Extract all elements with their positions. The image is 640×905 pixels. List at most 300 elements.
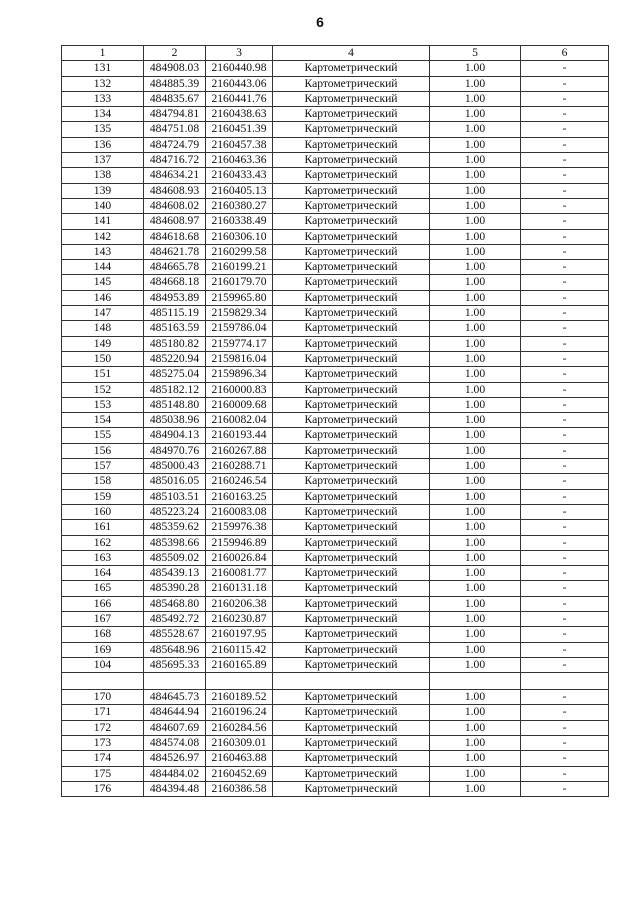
x-coordinate-cell: 484634.21 <box>144 168 206 183</box>
table-row <box>62 91 609 106</box>
table-row <box>62 137 609 152</box>
method-cell: Картометрический <box>273 642 430 657</box>
x-coordinate-cell: 485359.62 <box>144 520 206 535</box>
point-number-cell: 150 <box>62 351 144 366</box>
table-row <box>62 168 609 183</box>
note-cell: - <box>521 214 609 229</box>
note-cell: - <box>521 336 609 351</box>
method-cell: Картометрический <box>273 397 430 412</box>
point-number-cell: 141 <box>62 214 144 229</box>
accuracy-cell: 1.00 <box>430 550 521 565</box>
y-coordinate-cell: 2160440.98 <box>206 61 273 76</box>
x-coordinate-cell: 484716.72 <box>144 153 206 168</box>
coordinates-table <box>61 45 609 797</box>
x-coordinate-cell: 485468.80 <box>144 596 206 611</box>
accuracy-cell: 1.00 <box>430 766 521 781</box>
x-coordinate-cell: 485695.33 <box>144 657 206 672</box>
table-row <box>62 198 609 213</box>
accuracy-cell: 1.00 <box>430 705 521 720</box>
method-cell: Картометрический <box>273 61 430 76</box>
accuracy-cell: 1.00 <box>430 367 521 382</box>
accuracy-cell: 1.00 <box>430 459 521 474</box>
point-number-cell: 133 <box>62 91 144 106</box>
table-row <box>62 183 609 198</box>
point-number-cell: 173 <box>62 736 144 751</box>
accuracy-cell: 1.00 <box>430 474 521 489</box>
point-number-cell: 146 <box>62 290 144 305</box>
x-coordinate-cell: 485180.82 <box>144 336 206 351</box>
y-coordinate-cell: 2160451.39 <box>206 122 273 137</box>
x-coordinate-cell: 485223.24 <box>144 504 206 519</box>
accuracy-cell: 1.00 <box>430 76 521 91</box>
table-row <box>62 336 609 351</box>
note-cell <box>521 673 609 690</box>
table-row <box>62 351 609 366</box>
table-row <box>62 489 609 504</box>
table-row <box>62 690 609 705</box>
point-number-cell: 158 <box>62 474 144 489</box>
x-coordinate-cell: 484607.69 <box>144 720 206 735</box>
y-coordinate-cell: 2160441.76 <box>206 91 273 106</box>
table-row <box>62 153 609 168</box>
table-row <box>62 397 609 412</box>
column-header: 1 <box>62 46 144 61</box>
note-cell: - <box>521 736 609 751</box>
method-cell: Картометрический <box>273 229 430 244</box>
x-coordinate-cell: 484608.93 <box>144 183 206 198</box>
accuracy-cell: 1.00 <box>430 720 521 735</box>
method-cell: Картометрический <box>273 443 430 458</box>
point-number-cell: 172 <box>62 720 144 735</box>
x-coordinate-cell: 485038.96 <box>144 413 206 428</box>
x-coordinate-cell: 485509.02 <box>144 550 206 565</box>
point-number-cell: 140 <box>62 198 144 213</box>
table-row <box>62 107 609 122</box>
method-cell: Картометрический <box>273 705 430 720</box>
point-number-cell: 175 <box>62 766 144 781</box>
point-number-cell: 176 <box>62 781 144 796</box>
accuracy-cell: 1.00 <box>430 61 521 76</box>
table-row <box>62 275 609 290</box>
x-coordinate-cell: 484644.94 <box>144 705 206 720</box>
accuracy-cell: 1.00 <box>430 382 521 397</box>
method-cell: Картометрический <box>273 520 430 535</box>
x-coordinate-cell: 484484.02 <box>144 766 206 781</box>
y-coordinate-cell: 2160082.04 <box>206 413 273 428</box>
table-row <box>62 736 609 751</box>
method-cell: Картометрический <box>273 611 430 626</box>
table-row <box>62 122 609 137</box>
method-cell <box>273 673 430 690</box>
y-coordinate-cell: 2160457.38 <box>206 137 273 152</box>
accuracy-cell: 1.00 <box>430 336 521 351</box>
method-cell: Картометрический <box>273 336 430 351</box>
point-number-cell: 134 <box>62 107 144 122</box>
accuracy-cell: 1.00 <box>430 137 521 152</box>
table-row <box>62 229 609 244</box>
table-row <box>62 306 609 321</box>
note-cell: - <box>521 183 609 198</box>
point-number-cell: 155 <box>62 428 144 443</box>
note-cell: - <box>521 642 609 657</box>
accuracy-cell: 1.00 <box>430 581 521 596</box>
y-coordinate-cell: 2160165.89 <box>206 657 273 672</box>
point-number-cell: 139 <box>62 183 144 198</box>
point-number-cell: 152 <box>62 382 144 397</box>
note-cell: - <box>521 627 609 642</box>
table-row <box>62 413 609 428</box>
accuracy-cell: 1.00 <box>430 627 521 642</box>
x-coordinate-cell <box>144 673 206 690</box>
point-number-cell: 135 <box>62 122 144 137</box>
method-cell: Картометрический <box>273 474 430 489</box>
note-cell: - <box>521 137 609 152</box>
point-number-cell: 164 <box>62 566 144 581</box>
y-coordinate-cell: 2160433.43 <box>206 168 273 183</box>
method-cell: Картометрический <box>273 766 430 781</box>
note-cell: - <box>521 76 609 91</box>
method-cell: Картометрический <box>273 720 430 735</box>
column-header: 2 <box>144 46 206 61</box>
point-number-cell: 171 <box>62 705 144 720</box>
y-coordinate-cell: 2159774.17 <box>206 336 273 351</box>
accuracy-cell: 1.00 <box>430 91 521 106</box>
x-coordinate-cell: 484724.79 <box>144 137 206 152</box>
note-cell: - <box>521 581 609 596</box>
y-coordinate-cell: 2160438.63 <box>206 107 273 122</box>
table-row <box>62 581 609 596</box>
point-number-cell: 157 <box>62 459 144 474</box>
point-number-cell: 104 <box>62 657 144 672</box>
accuracy-cell: 1.00 <box>430 153 521 168</box>
method-cell: Картометрический <box>273 198 430 213</box>
note-cell: - <box>521 611 609 626</box>
method-cell: Картометрический <box>273 321 430 336</box>
accuracy-cell: 1.00 <box>430 535 521 550</box>
x-coordinate-cell: 484953.89 <box>144 290 206 305</box>
y-coordinate-cell: 2160009.68 <box>206 397 273 412</box>
point-number-cell: 166 <box>62 596 144 611</box>
note-cell: - <box>521 306 609 321</box>
accuracy-cell: 1.00 <box>430 321 521 336</box>
method-cell: Картометрический <box>273 581 430 596</box>
x-coordinate-cell: 485220.94 <box>144 351 206 366</box>
y-coordinate-cell: 2160179.70 <box>206 275 273 290</box>
point-number-cell: 147 <box>62 306 144 321</box>
note-cell: - <box>521 520 609 535</box>
y-coordinate-cell: 2160284.56 <box>206 720 273 735</box>
x-coordinate-cell: 485492.72 <box>144 611 206 626</box>
note-cell: - <box>521 413 609 428</box>
x-coordinate-cell: 484618.68 <box>144 229 206 244</box>
table-row <box>62 474 609 489</box>
y-coordinate-cell: 2160267.88 <box>206 443 273 458</box>
y-coordinate-cell: 2160380.27 <box>206 198 273 213</box>
method-cell: Картометрический <box>273 459 430 474</box>
column-header: 5 <box>430 46 521 61</box>
y-coordinate-cell: 2160230.87 <box>206 611 273 626</box>
x-coordinate-cell: 485115.19 <box>144 306 206 321</box>
y-coordinate-cell: 2160189.52 <box>206 690 273 705</box>
accuracy-cell: 1.00 <box>430 275 521 290</box>
accuracy-cell: 1.00 <box>430 183 521 198</box>
point-number-cell: 145 <box>62 275 144 290</box>
table-row <box>62 781 609 796</box>
x-coordinate-cell: 484665.78 <box>144 260 206 275</box>
y-coordinate-cell: 2160131.18 <box>206 581 273 596</box>
note-cell: - <box>521 153 609 168</box>
x-coordinate-cell: 485275.04 <box>144 367 206 382</box>
table-body <box>62 61 609 797</box>
table-row <box>62 76 609 91</box>
note-cell: - <box>521 705 609 720</box>
accuracy-cell: 1.00 <box>430 504 521 519</box>
method-cell: Картометрический <box>273 535 430 550</box>
note-cell: - <box>521 550 609 565</box>
method-cell: Картометрический <box>273 306 430 321</box>
x-coordinate-cell: 484904.13 <box>144 428 206 443</box>
y-coordinate-cell: 2160443.06 <box>206 76 273 91</box>
method-cell: Картометрический <box>273 168 430 183</box>
y-coordinate-cell: 2160115.42 <box>206 642 273 657</box>
method-cell: Картометрический <box>273 91 430 106</box>
point-number-cell: 163 <box>62 550 144 565</box>
column-header: 6 <box>521 46 609 61</box>
y-coordinate-cell: 2160193.44 <box>206 428 273 443</box>
table-row <box>62 596 609 611</box>
x-coordinate-cell: 484794.81 <box>144 107 206 122</box>
method-cell: Картометрический <box>273 690 430 705</box>
y-coordinate-cell: 2159965.80 <box>206 290 273 305</box>
y-coordinate-cell: 2160246.54 <box>206 474 273 489</box>
table-row <box>62 611 609 626</box>
note-cell: - <box>521 321 609 336</box>
accuracy-cell: 1.00 <box>430 244 521 259</box>
method-cell: Картометрический <box>273 367 430 382</box>
note-cell: - <box>521 766 609 781</box>
x-coordinate-cell: 485148.80 <box>144 397 206 412</box>
x-coordinate-cell: 485163.59 <box>144 321 206 336</box>
note-cell: - <box>521 107 609 122</box>
point-number-cell: 136 <box>62 137 144 152</box>
y-coordinate-cell: 2160338.49 <box>206 214 273 229</box>
accuracy-cell: 1.00 <box>430 751 521 766</box>
note-cell: - <box>521 290 609 305</box>
method-cell: Картометрический <box>273 566 430 581</box>
y-coordinate-cell: 2160081.77 <box>206 566 273 581</box>
y-coordinate-cell: 2160299.58 <box>206 244 273 259</box>
note-cell: - <box>521 91 609 106</box>
table-row <box>62 504 609 519</box>
note-cell: - <box>521 229 609 244</box>
x-coordinate-cell: 484608.02 <box>144 198 206 213</box>
page-number: 6 <box>316 14 324 30</box>
point-number-cell: 131 <box>62 61 144 76</box>
y-coordinate-cell: 2160306.10 <box>206 229 273 244</box>
accuracy-cell <box>430 673 521 690</box>
point-number-cell: 148 <box>62 321 144 336</box>
table-row <box>62 751 609 766</box>
accuracy-cell: 1.00 <box>430 736 521 751</box>
accuracy-cell: 1.00 <box>430 397 521 412</box>
method-cell: Картометрический <box>273 107 430 122</box>
note-cell: - <box>521 382 609 397</box>
accuracy-cell: 1.00 <box>430 611 521 626</box>
accuracy-cell: 1.00 <box>430 566 521 581</box>
table-row <box>62 443 609 458</box>
method-cell: Картометрический <box>273 596 430 611</box>
y-coordinate-cell: 2160196.24 <box>206 705 273 720</box>
table-row <box>62 428 609 443</box>
table-row <box>62 244 609 259</box>
note-cell: - <box>521 443 609 458</box>
accuracy-cell: 1.00 <box>430 351 521 366</box>
y-coordinate-cell: 2160083.08 <box>206 504 273 519</box>
method-cell: Картометрический <box>273 351 430 366</box>
y-coordinate-cell: 2159829.34 <box>206 306 273 321</box>
note-cell: - <box>521 244 609 259</box>
x-coordinate-cell: 484835.67 <box>144 91 206 106</box>
point-number-cell: 161 <box>62 520 144 535</box>
note-cell: - <box>521 351 609 366</box>
method-cell: Картометрический <box>273 275 430 290</box>
x-coordinate-cell: 484908.03 <box>144 61 206 76</box>
note-cell: - <box>521 459 609 474</box>
accuracy-cell: 1.00 <box>430 781 521 796</box>
y-coordinate-cell: 2159896.34 <box>206 367 273 382</box>
y-coordinate-cell: 2160405.13 <box>206 183 273 198</box>
y-coordinate-cell: 2160463.36 <box>206 153 273 168</box>
x-coordinate-cell: 485103.51 <box>144 489 206 504</box>
y-coordinate-cell: 2160197.95 <box>206 627 273 642</box>
method-cell: Картометрический <box>273 751 430 766</box>
point-number-cell <box>62 673 144 690</box>
table-row <box>62 290 609 305</box>
accuracy-cell: 1.00 <box>430 198 521 213</box>
method-cell: Картометрический <box>273 153 430 168</box>
y-coordinate-cell: 2160026.84 <box>206 550 273 565</box>
x-coordinate-cell: 485390.28 <box>144 581 206 596</box>
accuracy-cell: 1.00 <box>430 122 521 137</box>
x-coordinate-cell: 485398.66 <box>144 535 206 550</box>
y-coordinate-cell: 2160288.71 <box>206 459 273 474</box>
note-cell: - <box>521 657 609 672</box>
method-cell: Картометрический <box>273 657 430 672</box>
point-number-cell: 154 <box>62 413 144 428</box>
note-cell: - <box>521 596 609 611</box>
x-coordinate-cell: 485439.13 <box>144 566 206 581</box>
x-coordinate-cell: 485016.05 <box>144 474 206 489</box>
column-header: 4 <box>273 46 430 61</box>
point-number-cell: 151 <box>62 367 144 382</box>
y-coordinate-cell: 2159816.04 <box>206 351 273 366</box>
x-coordinate-cell: 484970.76 <box>144 443 206 458</box>
accuracy-cell: 1.00 <box>430 596 521 611</box>
x-coordinate-cell: 484645.73 <box>144 690 206 705</box>
x-coordinate-cell: 484885.39 <box>144 76 206 91</box>
point-number-cell: 165 <box>62 581 144 596</box>
method-cell: Картометрический <box>273 290 430 305</box>
table-row <box>62 61 609 76</box>
x-coordinate-cell: 484621.78 <box>144 244 206 259</box>
x-coordinate-cell: 485000.43 <box>144 459 206 474</box>
note-cell: - <box>521 489 609 504</box>
point-number-cell: 156 <box>62 443 144 458</box>
method-cell: Картометрический <box>273 382 430 397</box>
accuracy-cell: 1.00 <box>430 168 521 183</box>
table-row <box>62 214 609 229</box>
point-number-cell: 149 <box>62 336 144 351</box>
note-cell: - <box>521 61 609 76</box>
table-row <box>62 367 609 382</box>
table-header-row <box>62 46 609 61</box>
point-number-cell: 144 <box>62 260 144 275</box>
method-cell: Картометрический <box>273 627 430 642</box>
accuracy-cell: 1.00 <box>430 290 521 305</box>
y-coordinate-cell: 2160163.25 <box>206 489 273 504</box>
note-cell: - <box>521 428 609 443</box>
point-number-cell: 138 <box>62 168 144 183</box>
table-row <box>62 705 609 720</box>
y-coordinate-cell <box>206 673 273 690</box>
accuracy-cell: 1.00 <box>430 520 521 535</box>
method-cell: Картометрический <box>273 504 430 519</box>
accuracy-cell: 1.00 <box>430 214 521 229</box>
y-coordinate-cell: 2160000.83 <box>206 382 273 397</box>
y-coordinate-cell: 2159946.89 <box>206 535 273 550</box>
method-cell: Картометрический <box>273 122 430 137</box>
x-coordinate-cell: 484526.97 <box>144 751 206 766</box>
point-number-cell: 170 <box>62 690 144 705</box>
accuracy-cell: 1.00 <box>430 413 521 428</box>
x-coordinate-cell: 485182.12 <box>144 382 206 397</box>
y-coordinate-cell: 2160206.38 <box>206 596 273 611</box>
accuracy-cell: 1.00 <box>430 642 521 657</box>
table-row <box>62 550 609 565</box>
note-cell: - <box>521 198 609 213</box>
method-cell: Картометрический <box>273 736 430 751</box>
table-row <box>62 459 609 474</box>
note-cell: - <box>521 275 609 290</box>
table-row <box>62 260 609 275</box>
table-row <box>62 673 609 690</box>
x-coordinate-cell: 484668.18 <box>144 275 206 290</box>
method-cell: Картометрический <box>273 244 430 259</box>
accuracy-cell: 1.00 <box>430 690 521 705</box>
table-row <box>62 321 609 336</box>
note-cell: - <box>521 474 609 489</box>
method-cell: Картометрический <box>273 76 430 91</box>
point-number-cell: 159 <box>62 489 144 504</box>
table-row <box>62 535 609 550</box>
column-header: 3 <box>206 46 273 61</box>
table-row <box>62 382 609 397</box>
method-cell: Картометрический <box>273 428 430 443</box>
method-cell: Картометрический <box>273 260 430 275</box>
method-cell: Картометрический <box>273 214 430 229</box>
accuracy-cell: 1.00 <box>430 229 521 244</box>
table-row <box>62 720 609 735</box>
note-cell: - <box>521 122 609 137</box>
accuracy-cell: 1.00 <box>430 428 521 443</box>
table-row <box>62 566 609 581</box>
note-cell: - <box>521 535 609 550</box>
point-number-cell: 162 <box>62 535 144 550</box>
x-coordinate-cell: 484608.97 <box>144 214 206 229</box>
method-cell: Картометрический <box>273 183 430 198</box>
note-cell: - <box>521 720 609 735</box>
y-coordinate-cell: 2160452.69 <box>206 766 273 781</box>
